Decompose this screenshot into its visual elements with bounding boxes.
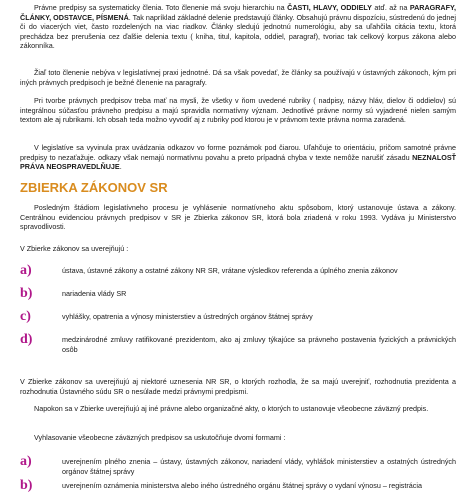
bold-run: ČASTI, HLAVY, ODDIELY	[287, 3, 372, 12]
list-marker: a)	[20, 454, 32, 469]
bold-run: PARAGRAFY, ČLÁNKY, ODSTAVCE, PÍSMENÁ	[20, 3, 456, 22]
bold-run: NEZNALOSŤ PRÁVA NEOSPRAVEDLŇUJE	[20, 152, 456, 172]
text-run: . Tak napríklad základné delenie predstavujú články. Obsahujú právnu dispozíciu, sústredenú do jednej či do viacerých viet, často rozdelených na viac riadkov. Články sledujú jednotnú numerológiu, aby sa uľahčila citácia textu, ktorá prechádza bez prerušenia cez ďalšie delenia textu ( kniha, titul, kapitola, oddiel, paragraf), tvoriac tak celkový korpus zákona alebo zákonníka.	[20, 12, 456, 51]
paragraph-resolutions: V Zbierke zákonov sa uverejňujú aj niektoré uznesenia NR SR, o ktorých rozhodla, že sa majú uverejniť, rozhodnutia prezidenta a rozhodnutia Ústavného súdu SR o nesúlade medzi právnymi predpismi.	[20, 377, 456, 396]
list-item-text: uverejnením plného znenia – ústavy, ústavných zákonov, nariadení vlády, vyhlášok ministerstiev a ostatných ústredných orgánov štátnej správy	[62, 457, 456, 476]
paragraph-inconsistency: Žiaľ toto členenie nebýva v legislatívnej praxi jednotné. Dá sa však povedať, že články sa používajú v ústavných zákonoch, kým pri iných právnych predpisoch je bežné členenie na paragrafy.	[20, 68, 456, 87]
list-marker: b)	[20, 478, 33, 493]
text-run: atď. až na	[371, 3, 410, 12]
list-item-text: medzinárodné zmluvy ratifikované prezidentom, ako aj zmluvy týkajúce sa právneho postavenia fyzických a právnických osôb	[62, 335, 456, 354]
paragraph-other-acts: Napokon sa v Zbierke uverejňujú aj iné právne alebo organizačné akty, o ktorých to ustanovuje všeobecne záväzný predpis.	[34, 404, 429, 413]
list-item-text: uverejnením oznámenia ministerstva alebo iného ústredného orgánu štátnej správy o vydaní výnosu – registrácia	[62, 481, 422, 490]
paragraph-publication: Posledným štádiom legislatívneho procesu je vyhlásenie normatívneho aktu spôsobom, ktorý ustanovuje ústava a zákony. Centrálnou evidenciou právnych predpisov v SR je Zbierka zákonov SR, ktorá bola zriadená v roku 1993. Vydáva ju Ministerstvo spravodlivosti.	[20, 203, 456, 232]
section-heading: ZBIERKA ZÁKONOV SR	[20, 180, 168, 195]
list-marker: c)	[20, 309, 31, 324]
text-run: Právne predpisy sa systematicky členia. Toto členenie má svoju hierarchiu na	[34, 3, 288, 12]
paragraph-footnotes	[20, 143, 456, 172]
list-item-text: vyhlášky, opatrenia a výnosy ministerstiev a ústredných orgánov štátnej správy	[62, 312, 313, 321]
list-item-text: nariadenia vlády SR	[62, 289, 127, 298]
list-marker: a)	[20, 263, 32, 278]
paragraph-forms-intro: Vyhlasovanie všeobecne záväzných predpisov sa uskutočňuje dvomi formami :	[34, 433, 286, 442]
paragraph-list-intro: V Zbierke zákonov sa uverejňujú :	[20, 244, 129, 253]
text-run: .	[119, 162, 122, 172]
list-marker: d)	[20, 332, 33, 347]
text-run: V legislatíve sa vyvinula prax uvádzania odkazov vo forme poznámok pod čiarou. Uľahčuje to orientáciu, pričom samotné právne predpisy to nezaťažuje. odkazy však nemajú normatívnu povahu a preto prípadná chyba v texte nemôže narušiť zásadu	[20, 143, 456, 162]
paragraph-structure	[20, 3, 456, 51]
list-marker: b)	[20, 286, 33, 301]
paragraph-rubrics: Pri tvorbe právnych predpisov treba mať na mysli, že všetky v ňom uvedené rubriky ( nadpisy, názvy hláv, dielov či oddielov) sú integrálnou súčasťou právneho predpisu a majú spravidla normatívny význam. Jednotlivé právne normy sú vyjadrené nielen samým textom ale aj rubrikami. Ich obsah teda možno vyvodiť aj z rubriky pod ktorou je v právnom texte právna norma zaradená.	[20, 96, 456, 125]
list-item-text: ústava, ústavné zákony a ostatné zákony NR SR, vrátane výsledkov referenda a úplného znenia zákonov	[62, 266, 398, 275]
